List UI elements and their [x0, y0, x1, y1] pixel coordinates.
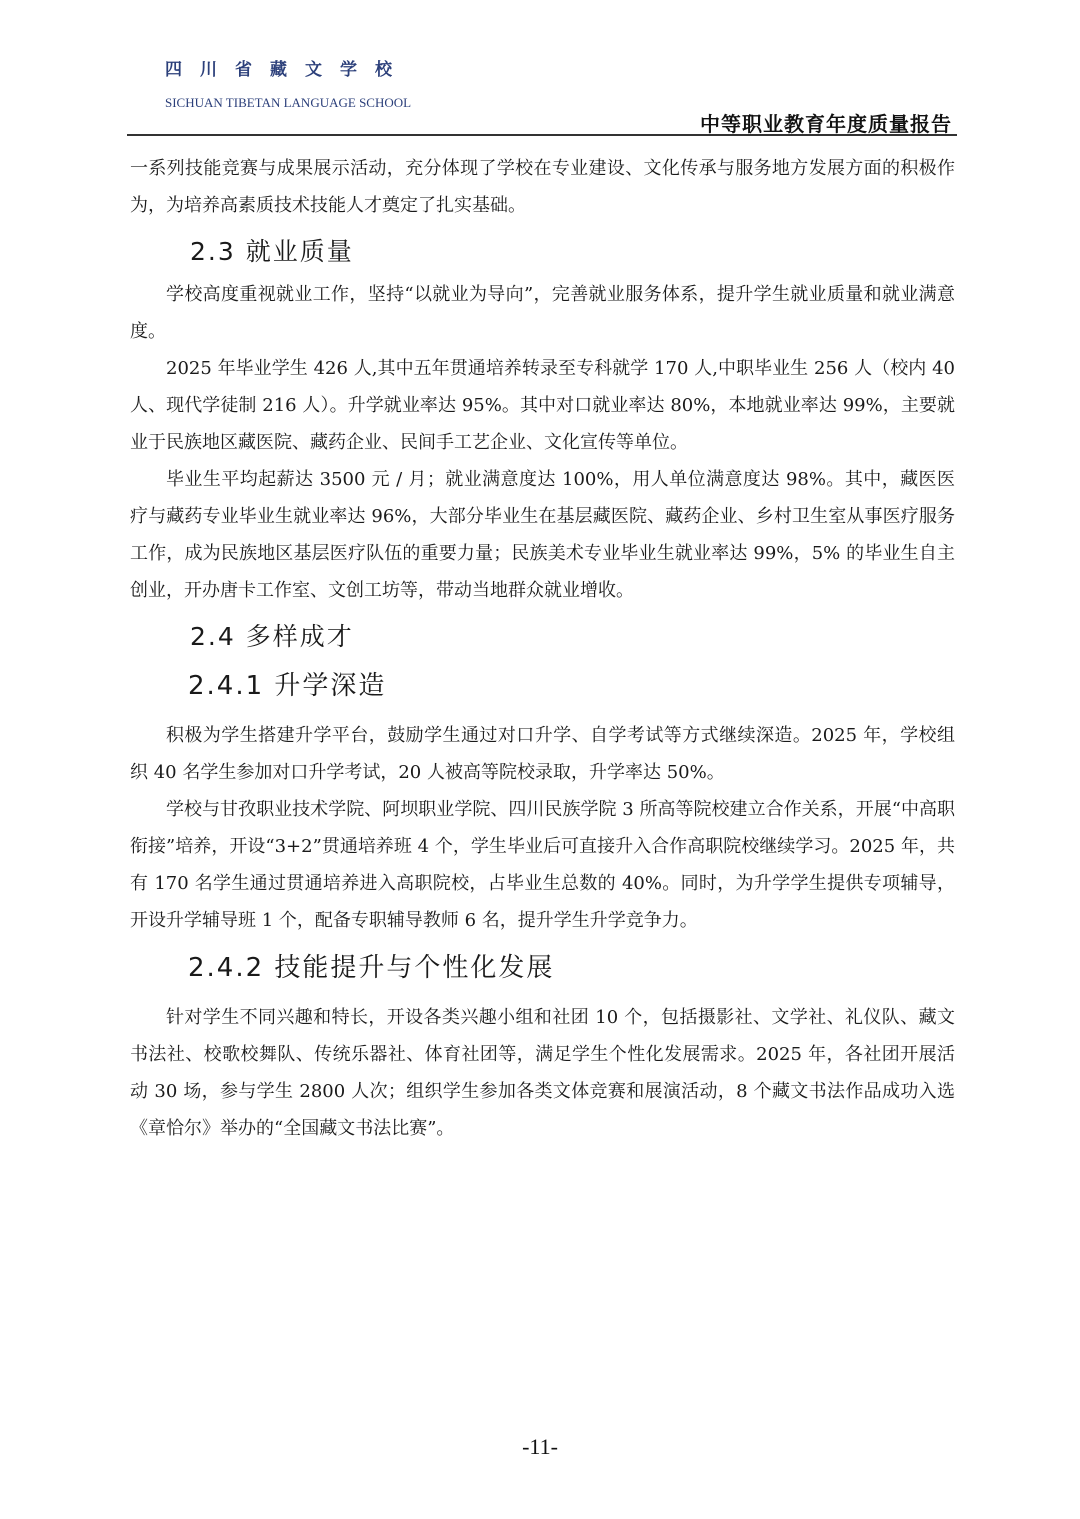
paragraph: 毕业生平均起薪达 3500 元 / 月；就业满意度达 100%，用人单位满意度达 98%。其中，藏医医疗与藏药专业毕业生就业率达 96%，大部分毕业生在基层藏医院、藏药企业、乡村卫生室从事医疗服务工作，成为民族地区基层医疗队伍的重要力量；民族美术专业毕业生就业率达 99%，5% 的毕业生自主创业，开办唐卡工作室、文创工坊等，带动当地群众就业增收。: [130, 469, 955, 601]
paragraph: 2025 年毕业学生 426 人,其中五年贯通培养转录至专科就学 170 人,中职毕业生 256 人（校内 40 人、现代学徒制 216 人）。升学就业率达 95%。其中对口就业率达 80%，本地就业率达 99%，主要就业于民族地区藏医院、藏药企业、民间手工艺企业、文化宣传等单位。: [130, 358, 955, 453]
paragraph: 学校与甘孜职业技术学院、阿坝职业学院、四川民族学院 3 所高等院校建立合作关系，开展“中高职衔接”培养，开设“3+2”贯通培养班 4 个，学生毕业后可直接升入合作高职院校继续学习。2025 年，共有 170 名学生通过贯通培养进入高职院校，占毕业生总数的 40%。同时，为升学学生提供专项辅导，开设升学辅导班 1 个，配备专职辅导教师 6 名，提升学生升学竞争力。: [130, 799, 955, 931]
page-number: -11-: [522, 1434, 558, 1459]
subsection-heading-2-4-2: 2.4.2 技能提升与个性化发展: [188, 953, 555, 983]
section-heading-2-4: 2.4 多样成才: [190, 622, 354, 651]
paragraph: 积极为学生搭建升学平台，鼓励学生通过对口升学、自学考试等方式继续深造。2025 年，学校组织 40 名学生参加对口升学考试，20 人被高等院校录取，升学率达 50%。: [130, 725, 955, 783]
report-title: 中等职业教育年度质量报告: [700, 112, 952, 136]
section-heading-2-3: 2.3 就业质量: [190, 237, 354, 266]
school-name-en: SICHUAN TIBETAN LANGUAGE SCHOOL: [165, 95, 412, 110]
school-name-cn: 四川省藏文学校: [165, 60, 410, 80]
page-body: [130, 150, 955, 1147]
paragraph: 针对学生不同兴趣和特长，开设各类兴趣小组和社团 10 个，包括摄影社、文学社、礼仪队、藏文书法社、校歌校舞队、传统乐器社、体育社团等，满足学生个性化发展需求。2025 年，各社团开展活动 30 场，参与学生 2800 人次；组织学生参加各类文体竞赛和展演活动，8 个藏文书法作品成功入选《章恰尔》举办的“全国藏文书法比赛”。: [130, 1007, 955, 1139]
intro-paragraph: 一系列技能竞赛与成果展示活动，充分体现了学校在专业建设、文化传承与服务地方发展方面的积极作为，为培养高素质技术技能人才奠定了扎实基础。: [130, 158, 955, 216]
subsection-heading-2-4-1: 2.4.1 升学深造: [188, 671, 387, 701]
paragraph: 学校高度重视就业工作，坚持“以就业为导向”，完善就业服务体系，提升学生就业质量和就业满意度。: [130, 284, 955, 342]
header-divider: [127, 134, 957, 136]
